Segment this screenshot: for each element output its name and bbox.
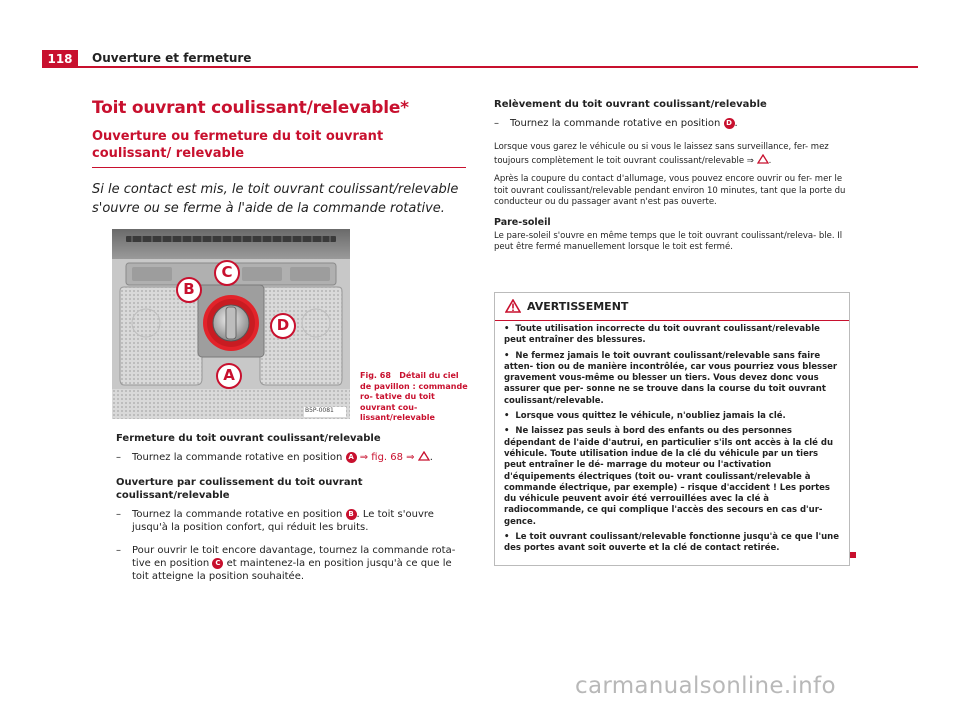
callout-b-label: B <box>183 280 195 298</box>
tilt-step: – Tournez la commande rotative en position D . <box>494 118 738 129</box>
sunvisor-heading: Pare-soleil <box>494 216 551 228</box>
warning-item: • Ne fermez jamais le toit ouvrant coulissant/relevable sans faire atten- tion ou de manière incontrôlée, car vous pourriez vous blesser gravement vous-même ou blesser un tiers. Vous devez donc vous assurer que per- sonne ne se trouve dans la course du toit ouvrant coulissant/relevable. <box>504 350 838 406</box>
tilt-heading: Relèvement du toit ouvrant coulissant/relevable <box>494 99 767 110</box>
sunvisor-paragraph: Le pare-soleil s'ouvre en même temps que le toit ouvrant coulissant/releva- ble. Il peut être fermé manuellement lorsque le toit est fermé. <box>494 230 843 252</box>
callout-a-label: A <box>223 366 235 384</box>
tilt-step-text: Tournez la commande rotative en position <box>510 118 721 129</box>
figure-code: B5P-0081 <box>305 407 334 414</box>
callout-b <box>176 277 202 307</box>
warning-header <box>495 293 849 321</box>
warning-item: • Le toit ouvrant coulissant/relevable fonctionne jusqu'à ce que l'une des portes avant soit ouverte et la clé de contact retirée. <box>504 532 839 554</box>
ignition-paragraph: Après la coupure du contact d'allumage, vous pouvez encore ouvrir ou fer- mer le toit ouvrant coulissant/relevable pendant environ 10 minutes, tant que la porte du conducteur ou du passager avant n'est pas ouverte. <box>494 174 846 207</box>
opening-step-2-suffix: et maintenez-la en position jusqu'à ce que le toit atteigne la position souhaitée. <box>132 558 452 582</box>
warning-triangle-icon[interactable] <box>418 451 430 461</box>
figure-caption-text: Détail du ciel de pavillon : commande ro- tative du toit ouvrant cou- lissant/relevable <box>360 371 468 422</box>
warning-box <box>494 292 850 566</box>
closing-step-text: Tournez la commande rotative en position <box>132 452 343 463</box>
opening-step-2-prefix: Pour ouvrir le toit encore davantage, tournez la commande rota- tive en position <box>132 545 456 569</box>
warning-triangle-icon[interactable] <box>757 154 769 164</box>
watermark: carmanualsonline.info <box>575 673 836 699</box>
page-number: 118 <box>42 50 78 68</box>
warning-list <box>504 324 842 559</box>
callout-a <box>216 363 242 393</box>
figure-caption-number: Fig. 68 <box>360 371 391 380</box>
warning-item: • Toute utilisation incorrecte du toit ouvrant coulissant/relevable peut entraîner des blessures. <box>504 324 820 346</box>
intro-text: Si le contact est mis, le toit ouvrant coulissant/relevable s'ouvre ou se ferme à l'aide de la commande rotative. <box>92 182 459 216</box>
callout-c-label: C <box>221 263 233 281</box>
warning-triangle-icon <box>505 299 521 313</box>
callout-d <box>270 313 296 343</box>
left-steps <box>116 432 470 583</box>
section-title: Ouverture et fermeture <box>92 51 252 65</box>
opening-step-2: – Pour ouvrir le toit encore davantage, tournez la commande rota- tive en position C et maintenez-la en position jusqu'à ce que le toit atteigne la position souhaitée. <box>116 545 456 582</box>
parking-paragraph: Lorsque vous garez le véhicule ou si vous le laissez sans surveillance, fer- mez toujours complètement le toit ouvrant coulissant/relevable ⇒ . <box>494 142 829 166</box>
figure-reference-link[interactable]: ⇒ fig. 68 ⇒ <box>359 452 415 463</box>
opening-step-1: – Tournez la commande rotative en position B . Le toit s'ouvre jusqu'à la position confort, qui réduit les bruits. <box>116 509 434 533</box>
header-rule <box>78 66 918 68</box>
closing-step: – Tournez la commande rotative en position A ⇒ fig. 68 ⇒ . <box>116 452 433 463</box>
figure-roof-control <box>112 229 350 419</box>
section-subtitle: Ouverture ou fermeture du toit ouvrant coulissant/ relevable <box>92 128 466 168</box>
page-title: Toit ouvrant coulissant/relevable* <box>92 98 409 118</box>
warning-item-text: Lorsque vous quittez le véhicule, n'oubliez jamais la clé. <box>515 411 786 422</box>
callout-d-label: D <box>276 316 290 334</box>
warning-item: • Lorsque vous quittez le véhicule, n'oubliez jamais la clé. <box>504 411 786 422</box>
warning-item-text: Toute utilisation incorrecte du toit ouvrant coulissant/relevable peut entraîner des blessures. <box>504 324 820 346</box>
left-column <box>92 98 466 218</box>
warning-item: • Ne laissez pas seuls à bord des enfants ou des personnes dépendant de l'aide d'autrui, en particulier s'ils ont accès à la clé du véhicule. Toute utilisation indue de la clé du véhicule par un tiers peut entraîner le dé- marrage du moteur ou l'activation d'équipements électriques (toit ou- vrant coulissant/relevable à commande électrique, par exemple) – risque d'accident ! Les portes du véhicule peuvent avoir été verrouillées avec la clé à radiocommande, ce qui complique l'accès des secours en cas d'ur- gence. <box>504 426 834 527</box>
right-column <box>494 98 849 254</box>
warning-item-text: Ne laissez pas seuls à bord des enfants ou des personnes dépendant de l'aide d'autrui, en particulier s'ils ont accès à la clé du véhicule. Toute utilisation indue de la clé du véhicule par un tiers peut entraîner le dé- marrage du moteur ou l'activation d'équipements électriques (toit ou- vrant coulissant/relevable à commande électrique, par exemple) – risque d'accident ! Les portes du véhicule peuvent avoir été verrouillées avec la clé à radiocommande, ce qui complique l'accès des secours en cas d'ur- gence. <box>504 426 834 527</box>
closing-heading: Fermeture du toit ouvrant coulissant/relevable <box>116 433 381 444</box>
warning-item-text: Le toit ouvrant coulissant/relevable fonctionne jusqu'à ce que l'une des portes avant soit ouverte et la clé de contact retirée. <box>504 532 839 554</box>
position-c-badge: C <box>212 558 223 569</box>
position-b-badge: B <box>346 509 357 520</box>
opening-heading: Ouverture par coulissement du toit ouvrant coulissant/relevable <box>116 477 363 501</box>
opening-step-1-prefix: Tournez la commande rotative en position <box>132 509 343 520</box>
warning-title: AVERTISSEMENT <box>527 300 629 313</box>
position-d-badge: D <box>724 118 735 129</box>
warning-item-text: Ne fermez jamais le toit ouvrant coulissant/relevable sans faire atten- tion ou de manière incontrôlée, car vous pourriez vous blesser gravement vous-même ou blesser un tiers. Vous devez donc vous assurer que per- sonne ne se trouve dans la course du toit ouvrant coulissant/relevable. <box>504 350 838 406</box>
end-of-section-marker <box>850 552 856 558</box>
callout-c <box>214 260 240 290</box>
position-a-badge: A <box>346 452 357 463</box>
parking-paragraph-text: Lorsque vous garez le véhicule ou si vous le laissez sans surveillance, fer- mez toujours complètement le toit ouvrant coulissant/relevable ⇒ <box>494 142 829 166</box>
opening-step-1-suffix: . Le toit s'ouvre jusqu'à la position confort, qui réduit les bruits. <box>132 509 434 533</box>
figure-caption <box>360 371 468 424</box>
